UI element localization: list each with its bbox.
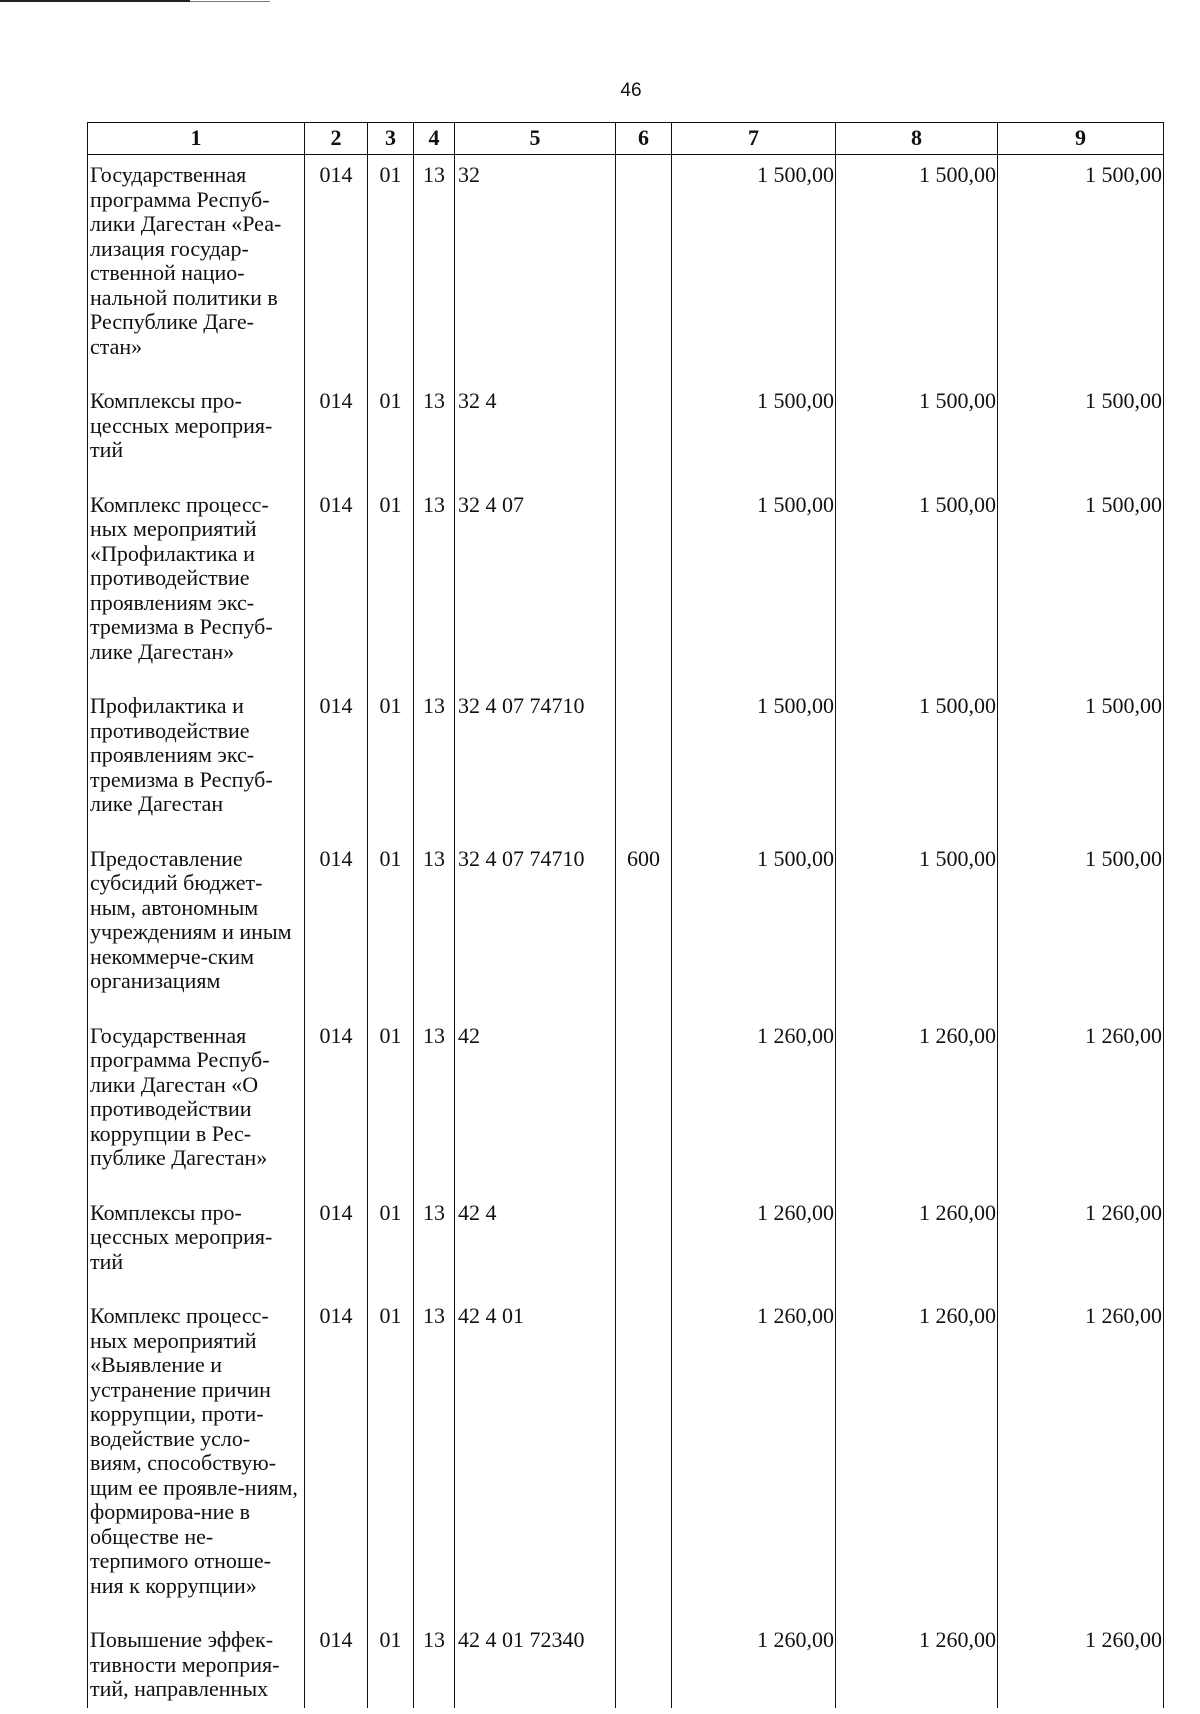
table-row [88,1296,1164,1620]
row-code-subsection: 13 [414,381,455,485]
row-code-subsection: 13 [414,485,455,687]
row-amount-2: 1 500,00 [836,686,998,839]
row-name: Государственная программа Респуб-лики Дагестан «О противодействии коррупции в Рес-публике Дагестан» [88,1016,305,1193]
row-amount-3: 1 500,00 [998,381,1164,485]
row-code-ministry: 014 [305,381,368,485]
row-code-target: 32 4 07 [455,485,616,687]
row-code-subsection: 13 [414,686,455,839]
row-code-section: 01 [368,1620,414,1708]
row-amount-2: 1 260,00 [836,1193,998,1297]
row-amount-3: 1 260,00 [998,1296,1164,1620]
column-header: 7 [672,123,836,155]
column-header: 1 [88,123,305,155]
row-code-ministry: 014 [305,485,368,687]
table-row [88,485,1164,687]
row-code-section: 01 [368,1016,414,1193]
row-amount-1: 1 500,00 [672,839,836,1016]
row-name: Повышение эффек-тивности мероприя-тий, направленных [88,1620,305,1708]
row-amount-1: 1 260,00 [672,1296,836,1620]
row-name: Комплексы про-цессных мероприя-тий [88,1193,305,1297]
table-row [88,686,1164,839]
table-row [88,1620,1164,1708]
row-name: Комплексы про-цессных мероприя-тий [88,381,305,485]
row-code-target: 32 4 07 74710 [455,686,616,839]
row-amount-1: 1 260,00 [672,1193,836,1297]
row-amount-3: 1 500,00 [998,686,1164,839]
column-header: 8 [836,123,998,155]
row-code-expense-type [616,381,672,485]
column-header: 6 [616,123,672,155]
row-amount-1: 1 500,00 [672,485,836,687]
row-amount-2: 1 260,00 [836,1296,998,1620]
row-amount-2: 1 500,00 [836,485,998,687]
row-code-expense-type [616,485,672,687]
row-code-expense-type [616,1193,672,1297]
row-code-ministry: 014 [305,1193,368,1297]
row-code-ministry: 014 [305,1620,368,1708]
row-code-expense-type [616,155,672,382]
row-name: Комплекс процесс-ных мероприятий «Выявление и устранение причин коррупции, проти-водействие усло-виям, способствую-щим ее проявле-ниям, формирова-ние в обществе не-терпимого отноше-ния к коррупции» [88,1296,305,1620]
page-number: 46 [620,80,642,101]
row-name: Профилактика и противодействие проявлениям экс-тремизма в Респуб-лике Дагестан [88,686,305,839]
column-header: 9 [998,123,1164,155]
table-row [88,155,1164,382]
row-code-expense-type [616,1620,672,1708]
row-code-target: 42 4 01 [455,1296,616,1620]
row-code-section: 01 [368,839,414,1016]
row-code-target: 42 [455,1016,616,1193]
table-row [88,381,1164,485]
row-code-ministry: 014 [305,1016,368,1193]
row-name: Государственная программа Респуб-лики Дагестан «Реа-лизация государ-ственной нацио-нальной политики в Республике Даге-стан» [88,155,305,382]
row-code-section: 01 [368,1193,414,1297]
row-code-ministry: 014 [305,155,368,382]
row-amount-2: 1 500,00 [836,839,998,1016]
row-code-expense-type [616,686,672,839]
row-code-subsection: 13 [414,1016,455,1193]
column-header: 4 [414,123,455,155]
row-code-ministry: 014 [305,686,368,839]
column-header: 5 [455,123,616,155]
row-amount-1: 1 260,00 [672,1620,836,1708]
row-code-subsection: 13 [414,1620,455,1708]
row-code-subsection: 13 [414,839,455,1016]
scan-edge-mark-faint [190,1,270,2]
row-amount-2: 1 260,00 [836,1016,998,1193]
row-code-ministry: 014 [305,1296,368,1620]
row-amount-3: 1 500,00 [998,839,1164,1016]
column-header: 2 [305,123,368,155]
row-code-target: 32 [455,155,616,382]
row-amount-3: 1 260,00 [998,1620,1164,1708]
row-code-section: 01 [368,155,414,382]
row-amount-3: 1 500,00 [998,485,1164,687]
row-code-section: 01 [368,686,414,839]
table-header-row [88,123,1164,155]
row-amount-1: 1 260,00 [672,1016,836,1193]
row-code-section: 01 [368,485,414,687]
table-row [88,839,1164,1016]
row-amount-1: 1 500,00 [672,155,836,382]
row-name: Комплекс процесс-ных мероприятий «Профилактика и противодействие проявлениям экс-тремизма в Респуб-лике Дагестан» [88,485,305,687]
row-name: Предоставление субсидий бюджет-ным, автономным учреждениям и иным некоммерче-ским организациям [88,839,305,1016]
row-code-expense-type [616,1016,672,1193]
scan-edge-mark [0,0,190,2]
row-amount-2: 1 500,00 [836,155,998,382]
table-row [88,1016,1164,1193]
row-code-expense-type: 600 [616,839,672,1016]
table-row [88,1193,1164,1297]
budget-table [87,122,1164,1708]
row-amount-3: 1 260,00 [998,1193,1164,1297]
row-code-subsection: 13 [414,1193,455,1297]
row-amount-1: 1 500,00 [672,686,836,839]
row-amount-1: 1 500,00 [672,381,836,485]
row-code-target: 42 4 01 72340 [455,1620,616,1708]
column-header: 3 [368,123,414,155]
row-code-subsection: 13 [414,1296,455,1620]
row-code-target: 42 4 [455,1193,616,1297]
row-amount-3: 1 260,00 [998,1016,1164,1193]
row-code-expense-type [616,1296,672,1620]
row-amount-2: 1 260,00 [836,1620,998,1708]
row-code-subsection: 13 [414,155,455,382]
row-amount-2: 1 500,00 [836,381,998,485]
row-code-section: 01 [368,381,414,485]
row-code-target: 32 4 [455,381,616,485]
row-amount-3: 1 500,00 [998,155,1164,382]
row-code-section: 01 [368,1296,414,1620]
row-code-target: 32 4 07 74710 [455,839,616,1016]
row-code-ministry: 014 [305,839,368,1016]
